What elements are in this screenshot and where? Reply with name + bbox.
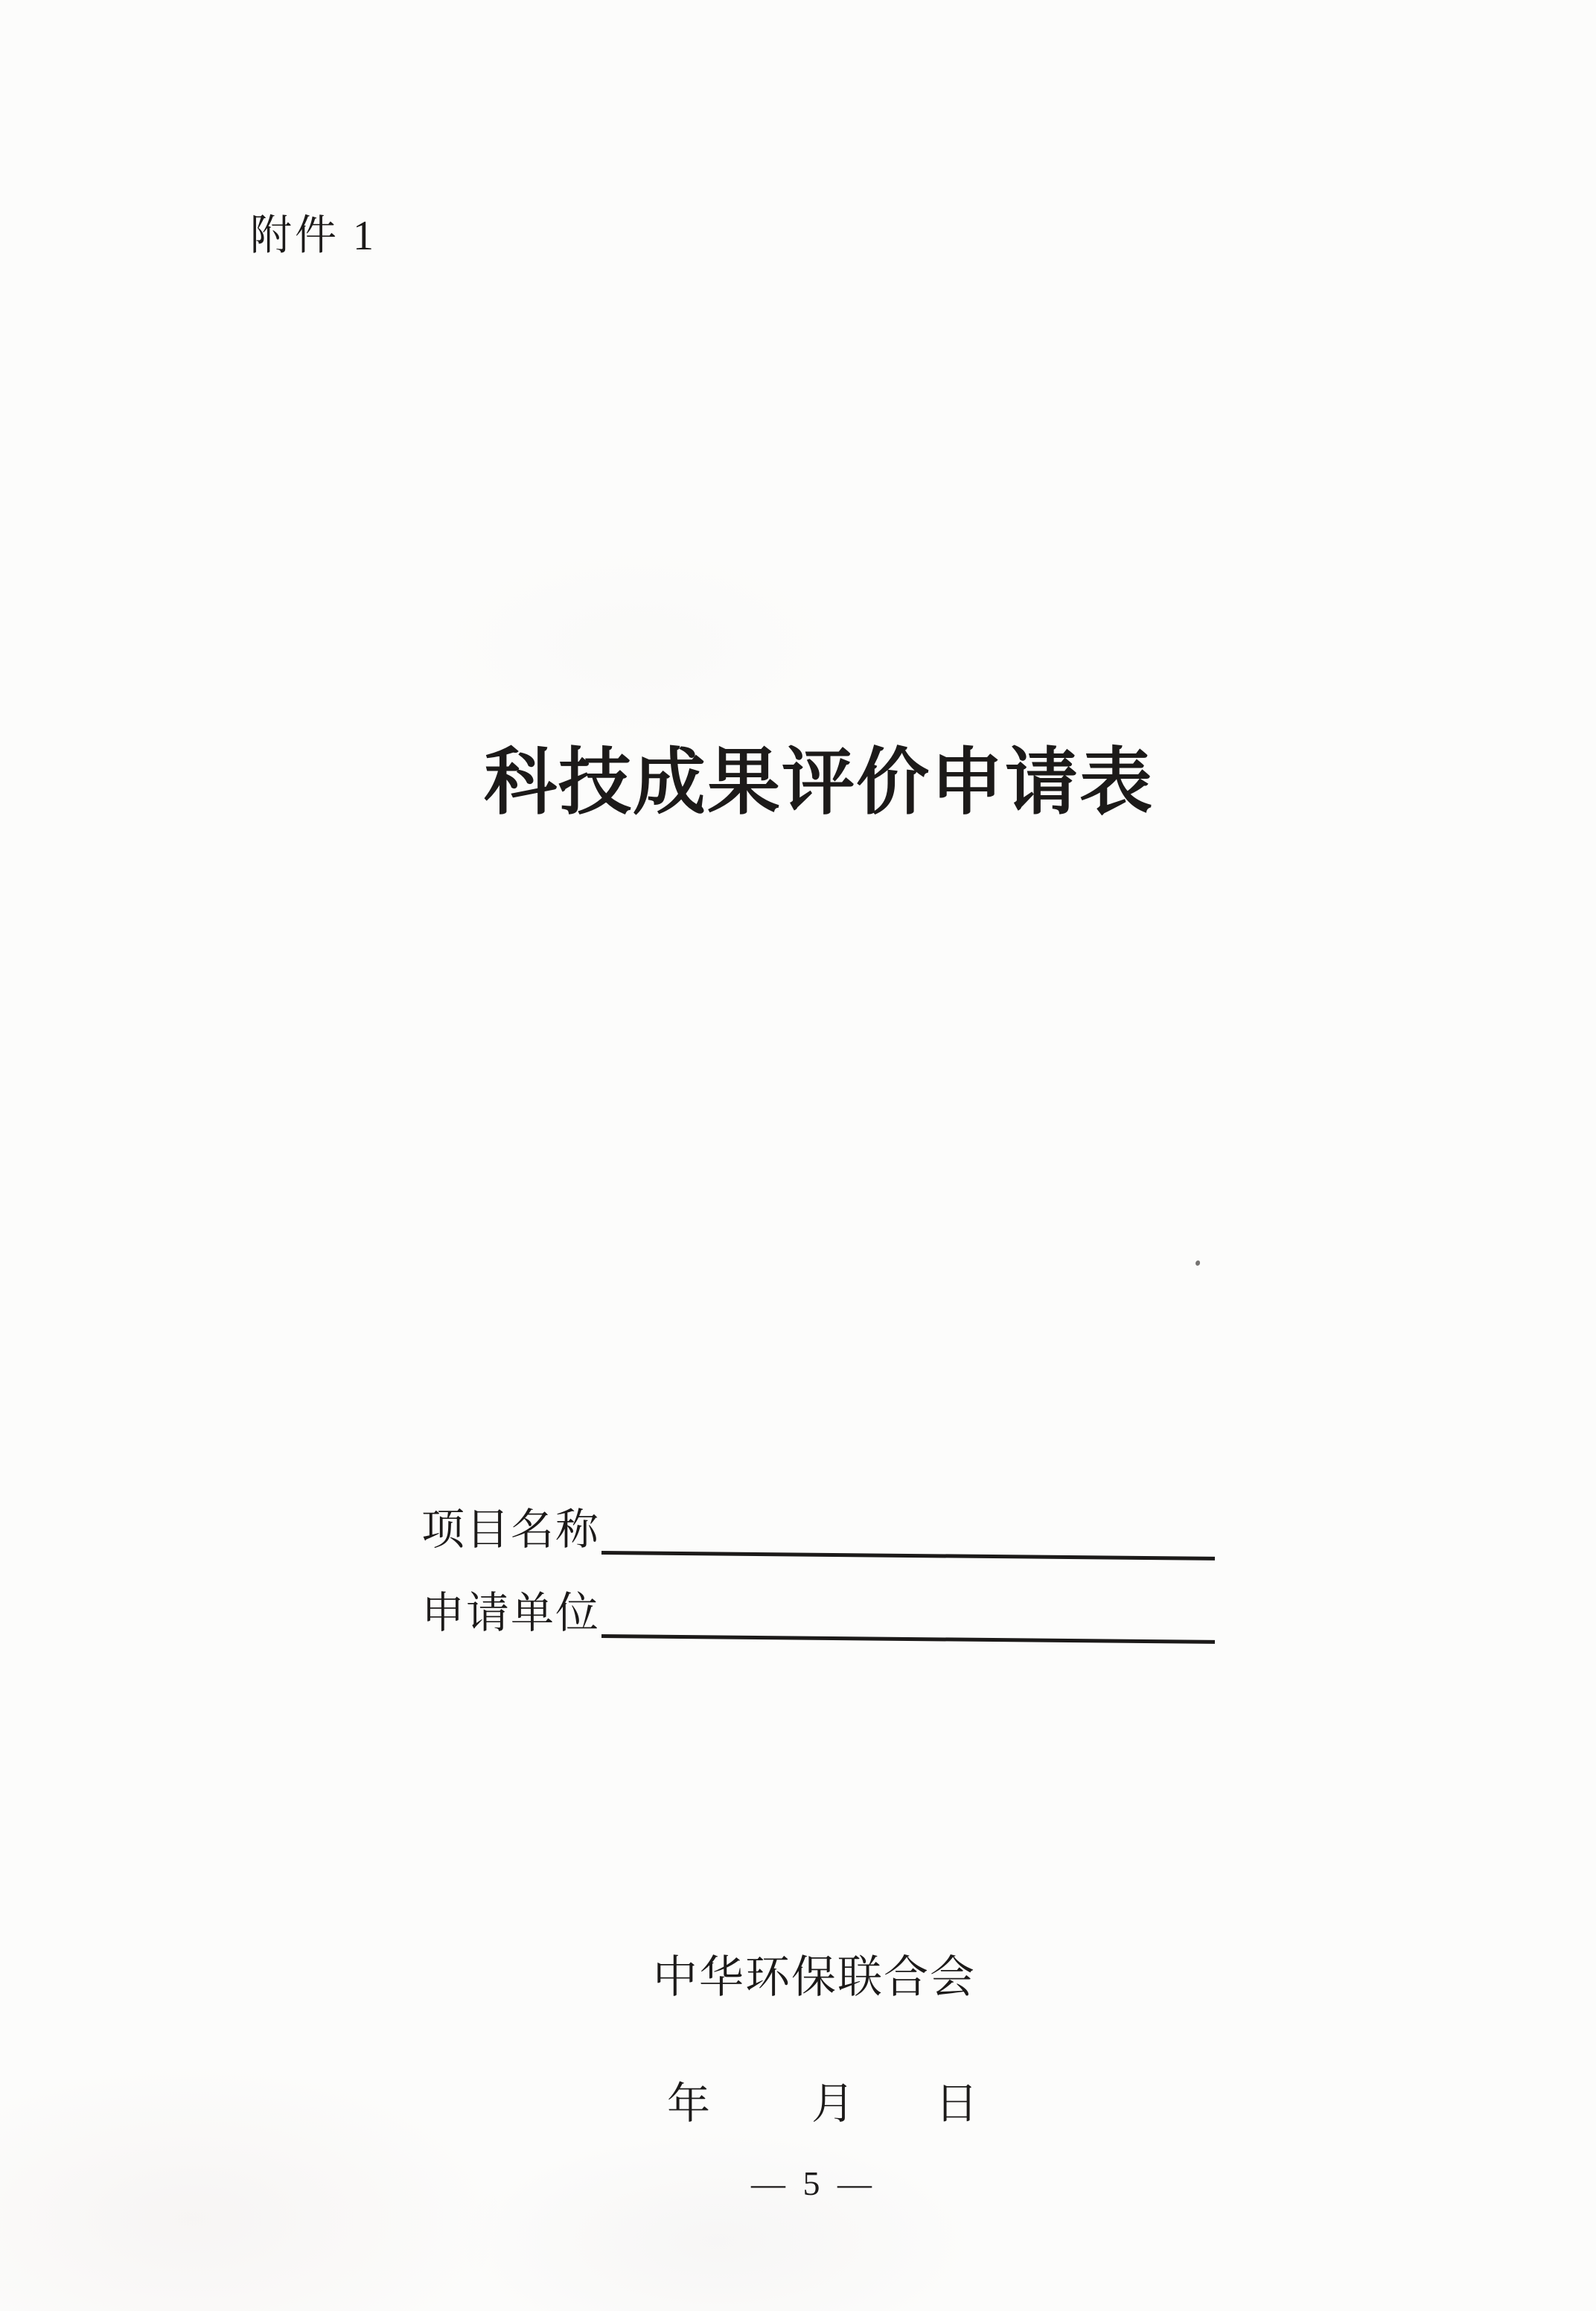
project-name-label: 项目名称 — [421, 1505, 601, 1554]
scan-speck-artifact — [1196, 1260, 1200, 1266]
document-title: 科技成果评价申请表 — [483, 743, 1154, 823]
month-label: 月 — [811, 2079, 855, 2128]
date-line — [0, 2068, 1596, 2128]
year-label: 年 — [667, 2079, 711, 2128]
page-number: — 5 — — [751, 2164, 876, 2202]
organization-name: 中华环保联合会 — [653, 1953, 976, 2002]
applicant-unit-blank-line — [601, 1593, 1216, 1644]
project-name-blank-line — [601, 1510, 1216, 1561]
applicant-unit-label: 申请单位 — [421, 1589, 601, 1637]
applicant-unit-field-row — [421, 1584, 1215, 1642]
attachment-label: 附件 1 — [250, 213, 377, 259]
project-name-field-row — [421, 1501, 1215, 1559]
day-label: 日 — [935, 2079, 979, 2128]
